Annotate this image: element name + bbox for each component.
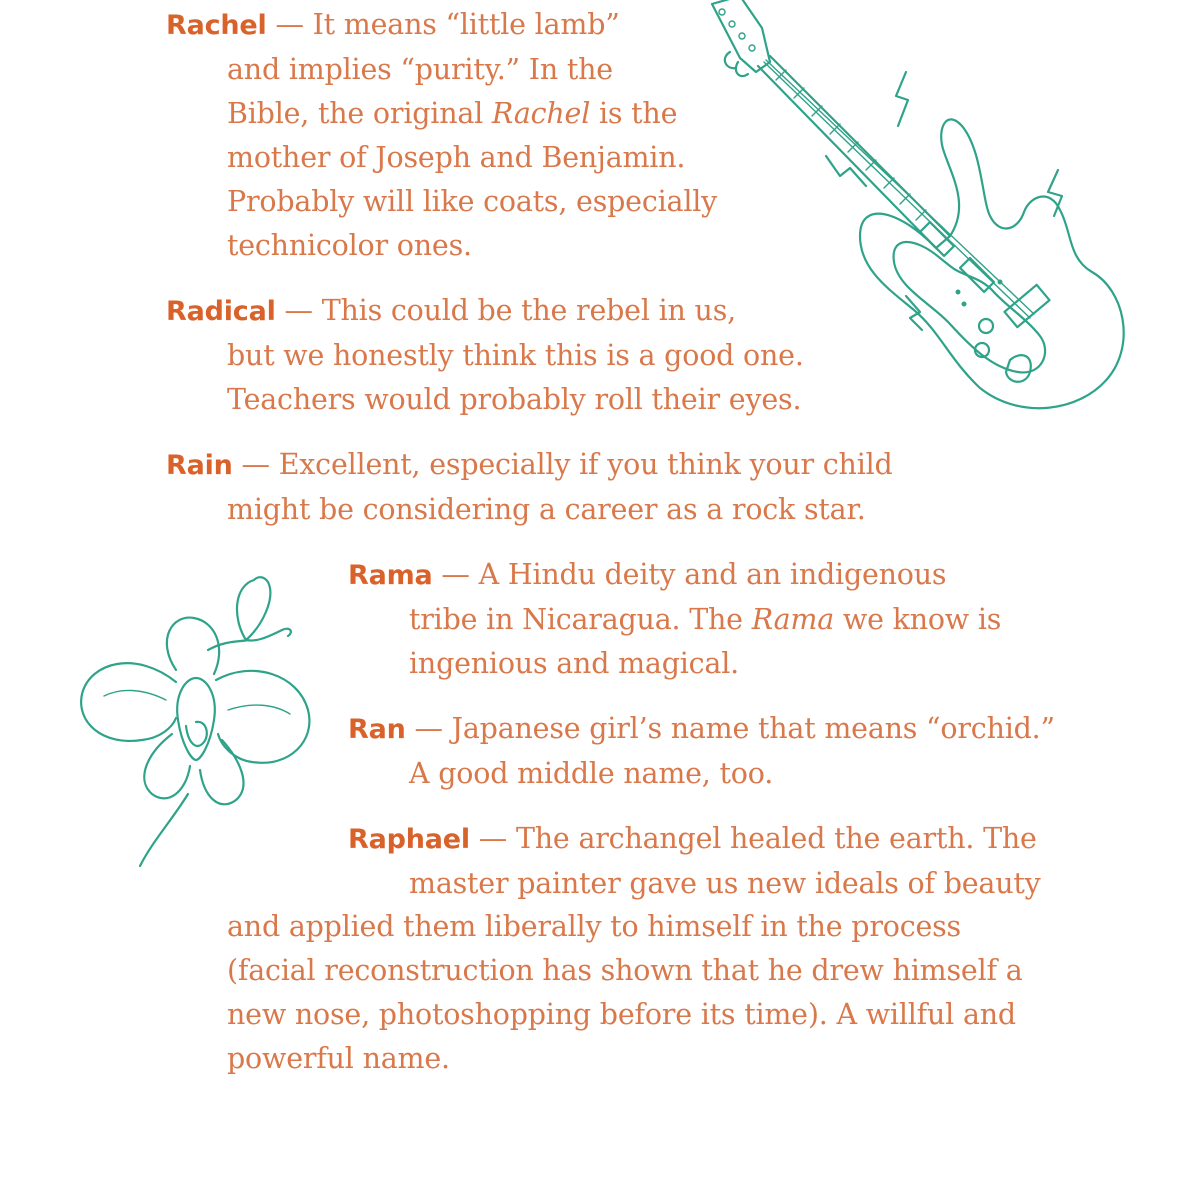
entry-text: mother of Joseph and Benjamin.	[227, 141, 686, 174]
orchid-flower-icon	[76, 570, 316, 870]
entry-text: Bible, the original	[227, 97, 492, 130]
entry-text: powerful name.	[227, 1042, 450, 1075]
entry-text: (facial reconstruction has shown that he drew himself a	[227, 954, 1023, 987]
entry-text: Probably will like coats, especially	[227, 185, 718, 218]
entry-text: and implies “purity.” In the	[227, 53, 613, 86]
entry-text: technicolor ones.	[227, 229, 472, 262]
entry-text: we know is	[834, 603, 1002, 636]
entry-text: Teachers would probably roll their eyes.	[227, 383, 802, 416]
entry-name: Rama	[348, 560, 433, 591]
entry-text: — This could be the rebel in us,	[275, 294, 736, 327]
entry-text-italic: Rachel	[491, 97, 591, 130]
entry-text: — A Hindu deity and an indigenous	[432, 558, 947, 591]
entry-text: might be considering a career as a rock star.	[227, 493, 866, 526]
entry-name: Radical	[166, 296, 276, 327]
entry-text: — The archangel healed the earth. The	[469, 822, 1037, 855]
entry-text-italic: Rama	[751, 603, 835, 636]
entry-name: Raphael	[348, 824, 470, 855]
entry-rain	[166, 443, 893, 532]
entry-text: master painter gave us new ideals of beauty	[409, 867, 1041, 900]
entry-raphael-continued	[227, 905, 1023, 1081]
entry-text: new nose, photoshopping before its time). A willful and	[227, 998, 1016, 1031]
entry-text: — Japanese girl’s name that means “orchid.”	[405, 712, 1055, 745]
entry-rachel	[166, 3, 717, 268]
entry-text: tribe in Nicaragua. The	[409, 603, 752, 636]
entry-text: — Excellent, especially if you think your child	[232, 448, 893, 481]
entry-text: is the	[590, 97, 678, 130]
electric-guitar-icon	[700, 0, 1140, 420]
entry-name: Ran	[348, 714, 406, 745]
entry-name: Rachel	[166, 10, 267, 41]
entry-ran	[348, 707, 1055, 796]
entry-text: but we honestly think this is a good one.	[227, 339, 804, 372]
entry-text: ingenious and magical.	[409, 647, 740, 680]
entry-raphael	[348, 817, 1041, 906]
entry-text: and applied them liberally to himself in the process	[227, 910, 961, 943]
entry-text: A good middle name, too.	[409, 757, 774, 790]
entry-rama	[348, 553, 1001, 686]
entry-name: Rain	[166, 450, 233, 481]
entry-text: — It means “little lamb”	[266, 8, 620, 41]
